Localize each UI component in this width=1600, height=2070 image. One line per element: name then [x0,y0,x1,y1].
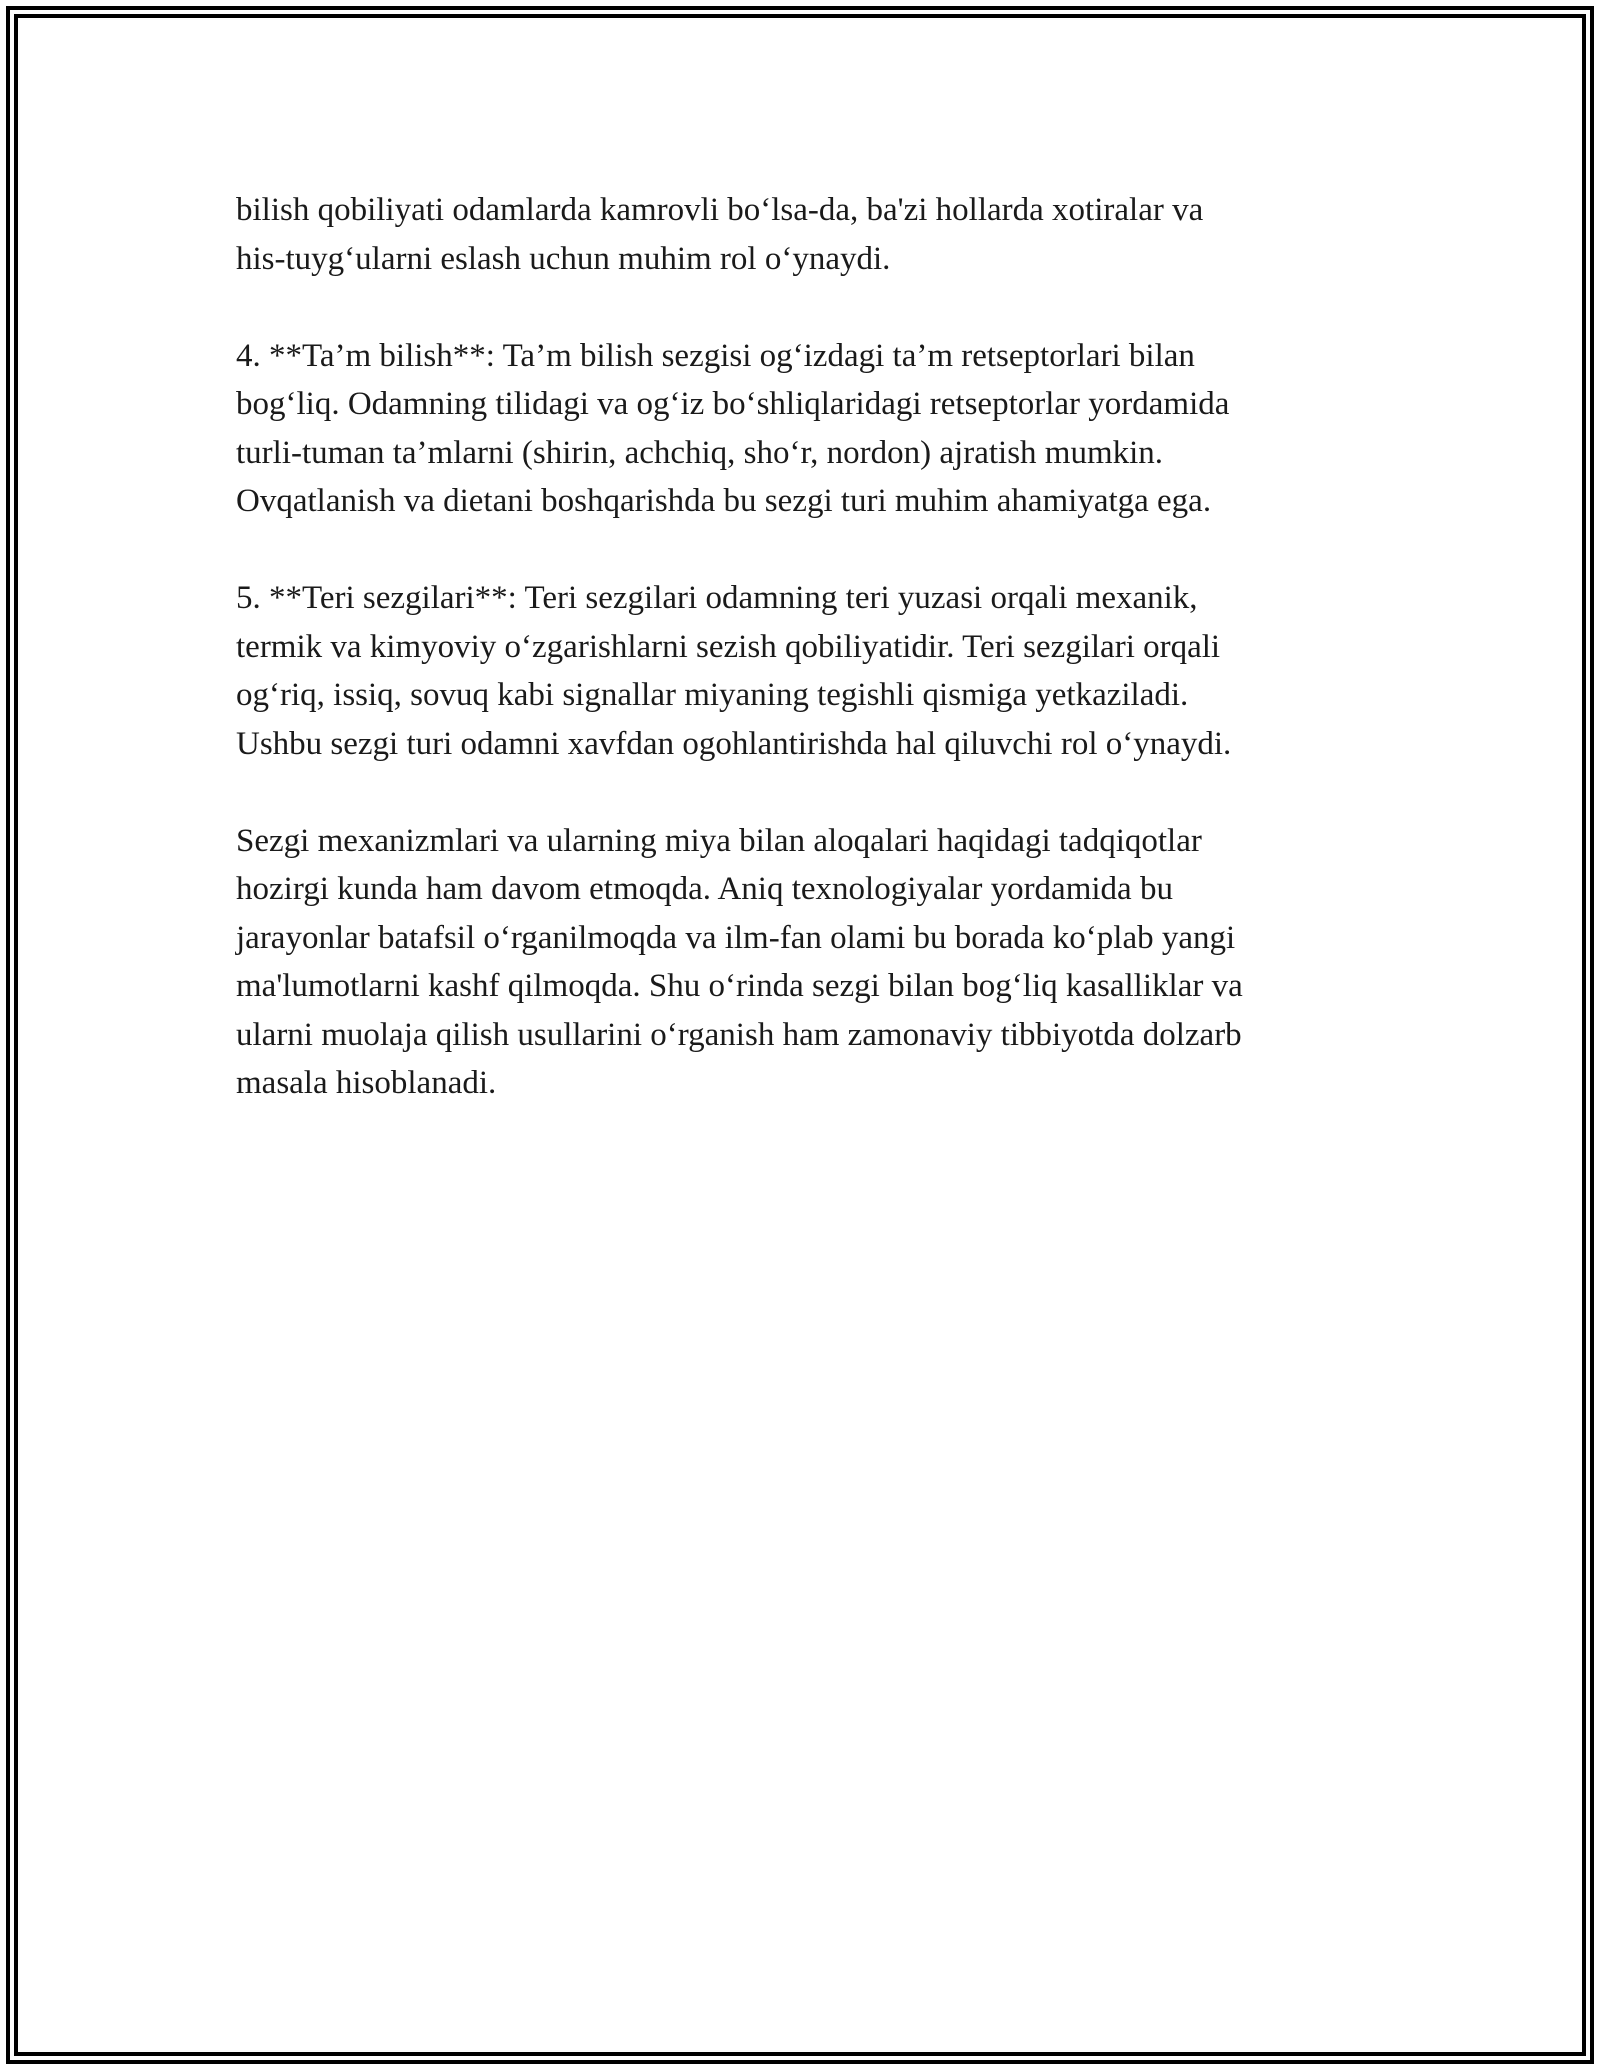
paragraph-taste-sense: 4. **Ta’m bilish**: Ta’m bilish sezgisi og‘izdagi ta’m retseptorlari bilan bog‘liq. Odamning tilidagi va og‘iz bo‘shliqlaridagi retseptorlar yordamida turli-tuman ta’mlarni (shirin, achchiq, sho‘r, nordon) ajratish mumkin. Ovqatlanish va dietani boshqarishda bu sezgi turi muhim ahamiyatga ega. [236,337,1230,519]
paragraph-continuation: bilish qobiliyati odamlarda kamrovli bo‘lsa-da, ba'zi hollarda xotiralar va his-tuyg‘ularni eslash uchun muhim rol o‘ynaydi. [236,192,1204,277]
paragraph-conclusion: Sezgi mexanizmlari va ularning miya bilan aloqalari haqidagi tadqiqotlar hozirgi kunda ham davom etmoqda. Aniq texnologiyalar yordamida bu jarayonlar batafsil o‘rganilmoqda va ilm-fan olami bu borada ko‘plab yangi ma'lumotlarni kashf qilmoqda. Shu o‘rinda sezgi bilan bog‘liq kasalliklar va ularni muolaja qilish usullarini o‘rganish ham zamonaviy tibbiyotda dolzarb masala hisoblanadi. [236,822,1243,1101]
document-body [236,186,1396,1156]
paragraph-skin-sense: 5. **Teri sezgilari**: Teri sezgilari odamning teri yuzasi orqali mexanik, termik va kimyoviy o‘zgarishlarni sezish qobiliyatidir. Teri sezgilari orqali og‘riq, issiq, sovuq kabi signallar miyaning tegishli qismiga yetkaziladi. Ushbu sezgi turi odamni xavfdan ogohlantirishda hal qiluvchi rol o‘ynaydi. [236,580,1232,762]
